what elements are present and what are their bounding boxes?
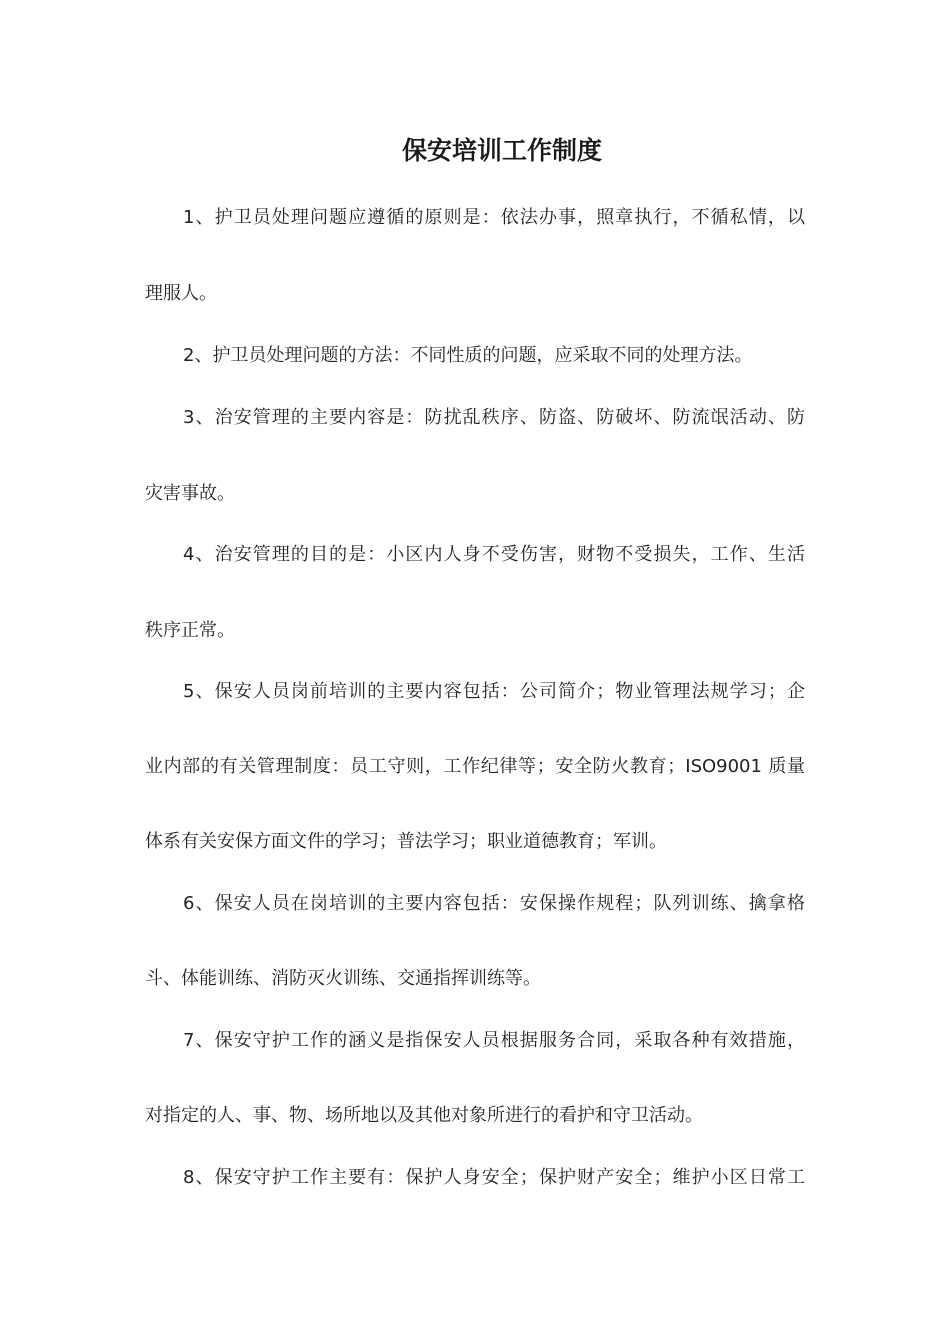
paragraph-6-line-1: 6、保安人员在岗培训的主要内容包括：安保操作规程；队列训练、擒拿格	[183, 893, 805, 914]
paragraph-2-line-1: 2、护卫员处理问题的方法：不同性质的问题，应采取不同的处理方法。	[183, 345, 753, 366]
paragraph-1-line-2: 理服人。	[145, 283, 217, 304]
paragraph-6-line-2: 斗、体能训练、消防灭火训练、交通指挥训练等。	[145, 968, 541, 989]
paragraph-1-line-1: 1、护卫员处理问题应遵循的原则是：依法办事，照章执行，不循私情，以	[183, 207, 805, 228]
paragraph-3-line-2: 灾害事故。	[145, 483, 235, 504]
paragraph-4-line-1: 4、治安管理的目的是：小区内人身不受伤害，财物不受损失，工作、生活	[183, 544, 805, 565]
paragraph-8-line-1: 8、保安守护工作主要有：保护人身安全；保护财产安全；维护小区日常工	[183, 1167, 805, 1188]
paragraph-7-line-2: 对指定的人、事、物、场所地以及其他对象所进行的看护和守卫活动。	[145, 1105, 703, 1126]
paragraph-5-line-3: 体系有关安保方面文件的学习；普法学习；职业道德教育；军训。	[145, 831, 667, 852]
paragraph-3-line-1: 3、治安管理的主要内容是：防扰乱秩序、防盗、防破坏、防流氓活动、防	[183, 407, 805, 428]
document-title: 保安培训工作制度	[401, 136, 602, 165]
paragraph-7-line-1: 7、保安守护工作的涵义是指保安人员根据服务合同，采取各种有效措施，	[183, 1030, 805, 1051]
paragraph-5-line-2: 业内部的有关管理制度：员工守则，工作纪律等；安全防火教育；ISO9001 质量	[145, 756, 805, 777]
paragraph-5-line-1: 5、保安人员岗前培训的主要内容包括：公司简介；物业管理法规学习；企	[183, 681, 805, 702]
paragraph-4-line-2: 秩序正常。	[145, 620, 235, 641]
